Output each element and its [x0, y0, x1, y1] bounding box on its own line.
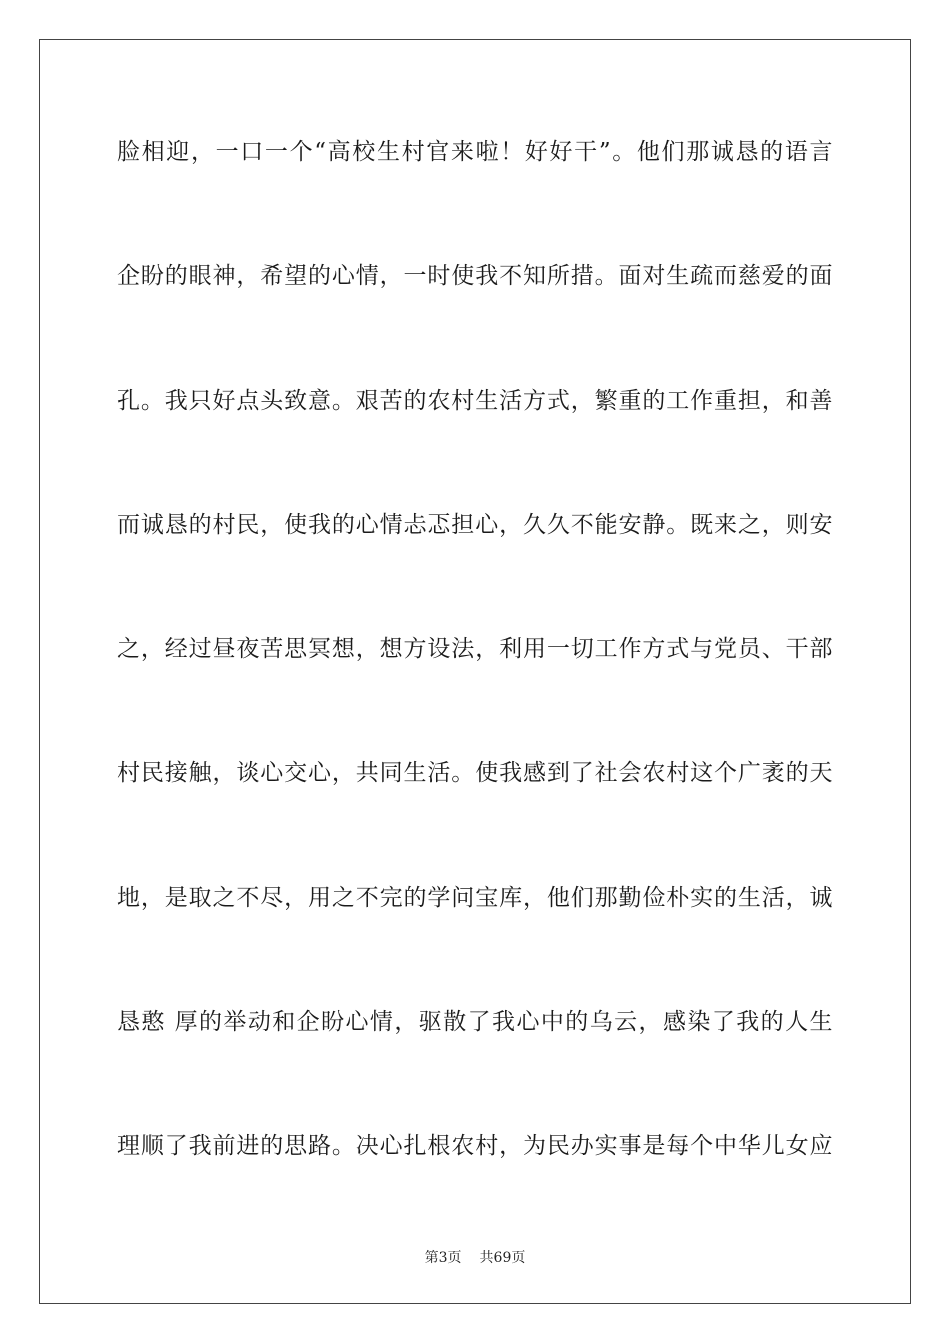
total-pages: 共69页	[479, 1250, 526, 1266]
body-line: 村民接触，谈心交心，共同生活。使我感到了社会农村这个广袤的天	[117, 760, 833, 787]
body-line: 地，是取之不尽，用之不完的学问宝库，他们那勤俭朴实的生活，诚	[117, 884, 833, 911]
body-line: 理顺了我前进的思路。决心扎根农村，为民办实事是每个中华儿女应	[117, 1133, 833, 1160]
page-number: 第3页	[424, 1250, 462, 1266]
body-line: 而诚恳的村民，使我的心情忐忑担心，久久不能安静。既来之，则安	[117, 511, 833, 538]
document-body	[117, 128, 833, 1247]
page-footer	[0, 1247, 950, 1267]
body-line: 之，经过昼夜苦思冥想，想方设法，利用一切工作方式与党员、干部	[117, 636, 833, 663]
body-line: 脸相迎，一口一个“高校生村官来啦！好好干”。他们那诚恳的语言	[117, 139, 833, 165]
body-line: 恳憨 厚的举动和企盼心情，驱散了我心中的乌云，感染了我的人生	[117, 1009, 833, 1036]
body-line: 孔。我只好点头致意。艰苦的农村生活方式，繁重的工作重担，和善	[117, 387, 833, 414]
body-line: 企盼的眼神，希望的心情，一时使我不知所措。面对生疏而慈爱的面	[117, 263, 833, 290]
